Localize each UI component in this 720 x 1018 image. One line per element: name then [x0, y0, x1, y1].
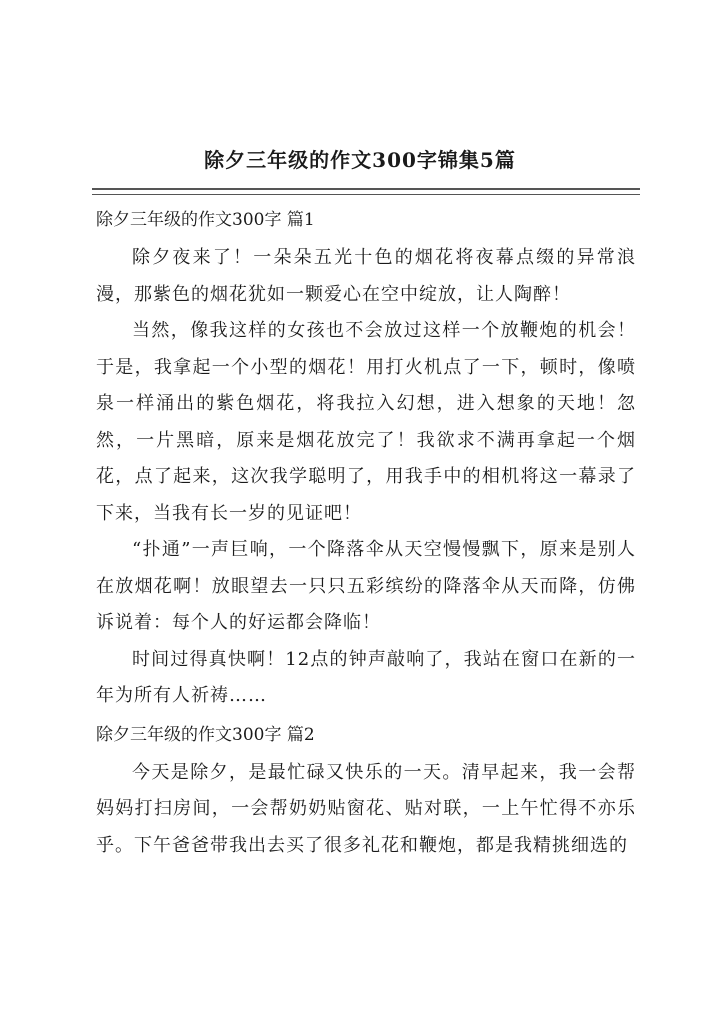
section-heading-2: 除夕三年级的作文300字 篇2 — [96, 724, 315, 745]
paragraph: 除夕夜来了！一朵朵五光十色的烟花将夜幕点缀的异常浪漫，那紫色的烟花犹如一颗爱心在空中绽放，让人陶醉！ — [96, 247, 636, 305]
paragraph: 当然，像我这样的女孩也不会放过这样一个放鞭炮的机会！于是，我拿起一个小型的烟花！用打火机点了一下，顿时，像喷泉一样涌出的紫色烟花，将我拉入幻想，进入想象的天地！忽然，一片黑暗，原来是烟花放完了！我欲求不满再拿起一个烟花，点了起来，这次我学聪明了，用我手中的相机将这一幕录了下来，当我有长一岁的见证吧！ — [96, 320, 636, 524]
document-title: 除夕三年级的作文300字锦集5篇 — [204, 148, 516, 172]
title-divider — [92, 188, 640, 195]
paragraph: 今天是除夕，是最忙碌又快乐的一天。清早起来，我一会帮妈妈打扫房间，一会帮奶奶贴窗花、贴对联，一上午忙得不亦乐乎。下午爸爸带我出去买了很多礼花和鞭炮，都是我精挑细选的 — [96, 761, 636, 856]
document-body — [96, 200, 636, 864]
section-heading-1: 除夕三年级的作文300字 篇1 — [96, 210, 315, 230]
paragraph: 时间过得真快啊！12点的钟声敲响了，我站在窗口在新的一年为所有人祈祷…… — [96, 648, 636, 706]
paragraph: “扑通”一声巨响，一个降落伞从天空慢慢飘下，原来是别人在放烟花啊！放眼望去一只只五彩缤纷的降落伞从天而降，仿佛诉说着：每个人的好运都会降临！ — [96, 539, 636, 633]
